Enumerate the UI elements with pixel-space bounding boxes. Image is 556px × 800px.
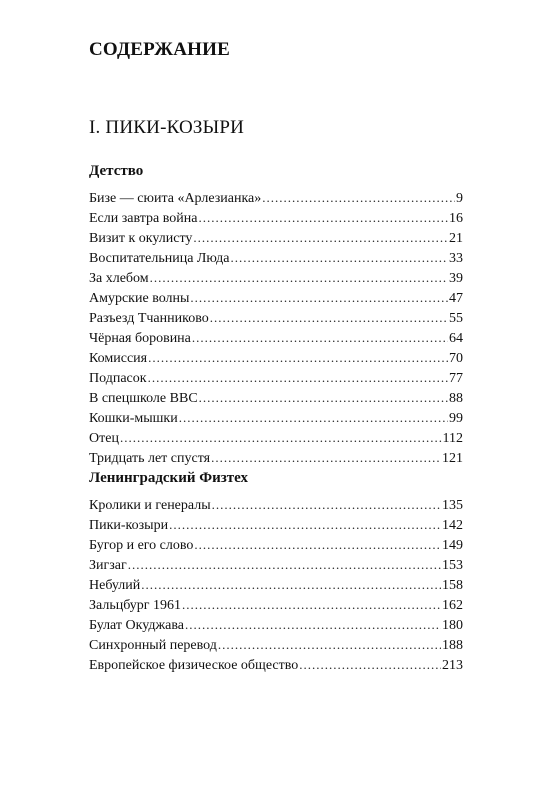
toc-entry — [89, 515, 463, 535]
toc-page-number: 33 — [449, 251, 463, 266]
toc-entry-title: В спецшколе ВВС — [89, 391, 198, 406]
toc-entry-title: Воспитательница Люда — [89, 251, 230, 266]
toc-entry — [89, 655, 463, 675]
toc-dot-leader — [120, 428, 442, 448]
toc-page-number: 112 — [442, 431, 463, 446]
toc-page-number: 9 — [456, 191, 463, 206]
toc-page-number: 188 — [442, 638, 463, 653]
toc-entry-list — [89, 188, 463, 468]
toc-entry-list — [89, 495, 463, 675]
toc-page-number: 77 — [449, 371, 463, 386]
toc-page-number: 158 — [442, 578, 463, 593]
toc-entry — [89, 268, 463, 288]
toc-entry-title: Чёрная боровина — [89, 331, 191, 346]
toc-page-number: 47 — [449, 291, 463, 306]
toc-entry — [89, 595, 463, 615]
toc-entry — [89, 308, 463, 328]
toc-entry — [89, 448, 463, 468]
toc-dot-leader — [182, 595, 441, 615]
toc-entry-title: Зигзаг — [89, 558, 127, 573]
toc-dot-leader — [211, 448, 441, 468]
toc-entry — [89, 248, 463, 268]
contents-heading: СОДЕРЖАНИЕ — [89, 39, 230, 60]
toc-entry-title: Тридцать лет спустя — [89, 451, 211, 466]
toc-entry-title: Если завтра война — [89, 211, 198, 226]
toc-dot-leader — [190, 288, 448, 308]
toc-entry — [89, 328, 463, 348]
toc-dot-leader — [185, 615, 441, 635]
toc-entry-title: Комиссия — [89, 351, 148, 366]
toc-entry-title: Бизе — сюита «Арлезианка» — [89, 191, 262, 206]
toc-entry — [89, 288, 463, 308]
toc-page-number: 70 — [449, 351, 463, 366]
toc-entry — [89, 615, 463, 635]
toc-page-number: 55 — [449, 311, 463, 326]
toc-dot-leader — [199, 388, 448, 408]
toc-entry — [89, 555, 463, 575]
toc-page-number: 121 — [442, 451, 463, 466]
toc-entry — [89, 428, 463, 448]
toc-entry-title: За хлебом — [89, 271, 149, 286]
toc-dot-leader — [148, 368, 448, 388]
toc-dot-leader — [212, 495, 441, 515]
toc-entry-title: Небулий — [89, 578, 141, 593]
toc-dot-leader — [218, 635, 441, 655]
toc-entry-title: Отец — [89, 431, 119, 446]
toc-entry-title: Зальцбург 1961 — [89, 598, 182, 613]
toc-page-number: 64 — [449, 331, 463, 346]
toc-dot-leader — [262, 188, 455, 208]
toc-page-number: 180 — [442, 618, 463, 633]
toc-dot-leader — [128, 555, 441, 575]
toc-dot-leader — [150, 268, 448, 288]
toc-dot-leader — [231, 248, 449, 268]
toc-dot-leader — [194, 535, 441, 555]
toc-page-number: 162 — [442, 598, 463, 613]
toc-page-number: 135 — [442, 498, 463, 513]
toc-entry — [89, 495, 463, 515]
toc-entry — [89, 368, 463, 388]
toc-entry — [89, 228, 463, 248]
toc-entry — [89, 408, 463, 428]
toc-entry — [89, 188, 463, 208]
toc-dot-leader — [179, 408, 448, 428]
toc-entry-title: Синхронный перевод — [89, 638, 217, 653]
toc-dot-leader — [198, 208, 448, 228]
toc-entry-title: Амурские волны — [89, 291, 190, 306]
toc-dot-leader — [141, 575, 441, 595]
toc-page-number: 153 — [442, 558, 463, 573]
toc-entry — [89, 535, 463, 555]
toc-page-number: 21 — [449, 231, 463, 246]
section-title: Ленинградский Физтех — [89, 470, 249, 486]
toc-entry-title: Бугор и его слово — [89, 538, 194, 553]
toc-dot-leader — [193, 228, 448, 248]
toc-entry — [89, 388, 463, 408]
section-title: Детство — [89, 163, 144, 179]
toc-entry-title: Подпасок — [89, 371, 147, 386]
toc-entry-title: Булат Окуджава — [89, 618, 185, 633]
part-heading: I. ПИКИ-КОЗЫРИ — [89, 117, 245, 138]
toc-entry-title: Кролики и генералы — [89, 498, 211, 513]
toc-dot-leader — [148, 348, 448, 368]
toc-entry — [89, 635, 463, 655]
toc-section-childhood — [89, 160, 463, 468]
toc-page-number: 149 — [442, 538, 463, 553]
toc-page-number: 99 — [449, 411, 463, 426]
toc-dot-leader — [210, 308, 448, 328]
toc-entry-title: Визит к окулисту — [89, 231, 193, 246]
toc-entry-title: Европейское физическое общество — [89, 658, 299, 673]
toc-entry-title: Разъезд Тчанниково — [89, 311, 209, 326]
toc-section-fiztech — [89, 467, 463, 675]
toc-page-number: 88 — [449, 391, 463, 406]
toc-page-number: 39 — [449, 271, 463, 286]
toc-page-number: 213 — [442, 658, 463, 673]
toc-entry-title: Кошки-мышки — [89, 411, 178, 426]
toc-entry-title: Пики-козыри — [89, 518, 169, 533]
toc-entry — [89, 575, 463, 595]
toc-dot-leader — [299, 655, 441, 675]
toc-dot-leader — [169, 515, 441, 535]
toc-entry — [89, 348, 463, 368]
toc-page-number: 16 — [449, 211, 463, 226]
toc-dot-leader — [192, 328, 448, 348]
toc-page-number: 142 — [442, 518, 463, 533]
toc-entry — [89, 208, 463, 228]
